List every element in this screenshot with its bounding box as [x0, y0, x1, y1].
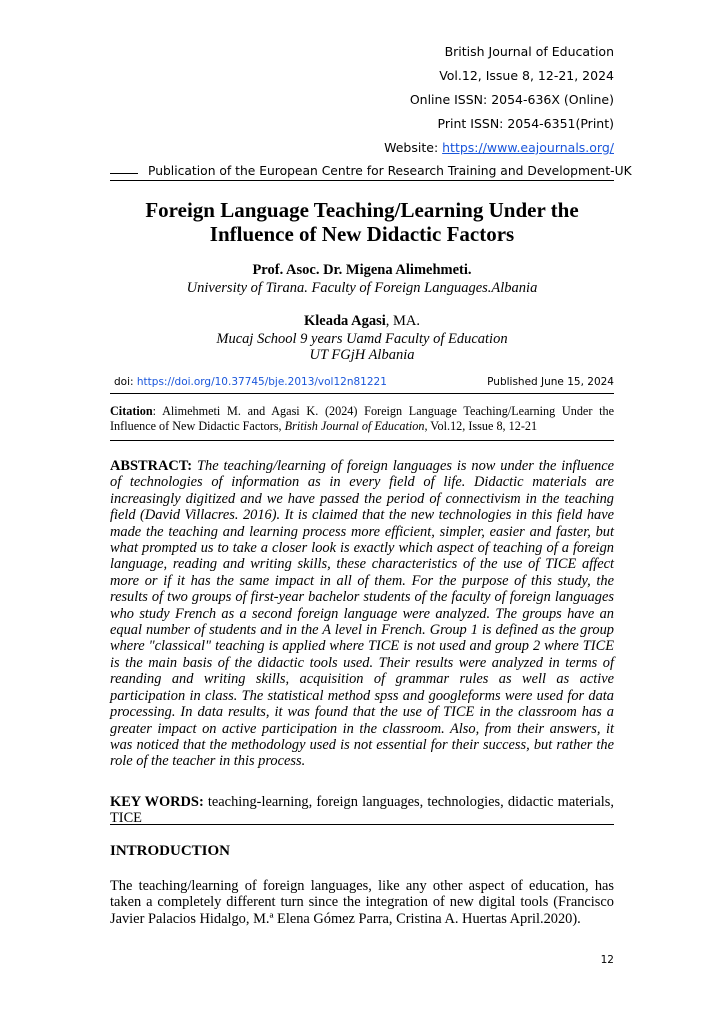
website-label: Website: — [384, 140, 443, 155]
doi-label: doi: — [114, 376, 137, 388]
title-line-1: Foreign Language Teaching/Learning Under the — [145, 198, 579, 222]
intro-heading: INTRODUCTION — [110, 843, 231, 859]
publisher-line: Publication of the European Centre for Research Training and Development-UK — [148, 164, 632, 178]
website-link[interactable]: https://www.eajournals.org/ — [442, 140, 614, 155]
doi-rule — [110, 393, 614, 394]
author-2-affiliation-2: UT FGjH Albania — [309, 347, 415, 363]
citation-text-b: , Vol.12, Issue 8, 12-21 — [424, 419, 538, 433]
author-1-affiliation: University of Tirana. Faculty of Foreign Languages.Albania — [186, 280, 538, 296]
doi-line — [114, 376, 387, 388]
author-2-name: Kleada Agasi — [303, 313, 386, 329]
citation — [110, 404, 614, 434]
print-issn: Print ISSN: 2054-6351(Print) — [437, 116, 614, 131]
keywords-rule — [110, 824, 614, 825]
author-2-affiliation-1: Mucaj School 9 years Uamd Faculty of Education — [216, 331, 508, 347]
abstract-label: ABSTRACT: — [110, 458, 193, 474]
header-rule-left — [110, 173, 138, 174]
header-rule — [110, 180, 614, 181]
keywords-label: KEY WORDS: — [110, 794, 204, 810]
online-issn: Online ISSN: 2054-636X (Online) — [409, 92, 614, 107]
keywords-text: teaching-learning, foreign languages, technologies, didactic materials, TICE — [110, 794, 614, 827]
abstract-text: The teaching/learning of foreign languages is now under the influence of technologies of information as in every field of life. Didactic materials are increasingly digitized and we have passed the period of connectivism in the teaching field (David Villacres. 2016). It is claimed that the new technologies in this field have made the teaching and learning process more efficient, simpler, easier and faster, but what prompted us to take a closer look is exactly which aspect of teaching of a foreign language, reading and writing skills, these characteristics of the use of TICE affect more or if it has the same impact in all of them. For the purpose of this study, the results of two groups of first-year bachelor students of the faculty of foreign languages who study French as a second foreign language were analyzed. The groups have an equal number of students and in the A level in French. Group 1 is defined as the group where "classical" teaching is applied where TICE is not used and group 2 where TICE is the main basis of the didactic tools used. Their results were analyzed in terms of reanding and writing skills, acquisition of grammar rules as well as active participation in class. The statistical method spss and googleforms were used for data processing. In data results, it was found that the use of TICE in the classroom has a greater impact on active participation in the classroom. Also, from their answers, it was noticed that the methodology used is not essential for their success, but rather the role of the teacher in this process. — [110, 458, 614, 770]
citation-text-a: : Alimehmeti M. and Agasi K. (2024) Foreign Language Teaching/Learning Under the Influence of New Didactic Factors, — [110, 404, 614, 433]
citation-rule — [110, 440, 614, 441]
journal-name: British Journal of Education — [444, 44, 614, 59]
intro-paragraph: The teaching/learning of foreign languages, like any other aspect of education, has taken a completely different turn since the integration of new digital tools (Francisco Javier Palacios Hidalgo, M.ª Elena Gómez Parra, Cristina A. Huertas April.2020). — [110, 878, 614, 927]
page-number: 12 — [600, 954, 614, 966]
website-line — [384, 140, 614, 155]
citation-journal: British Journal of Education — [284, 419, 425, 433]
doi-link[interactable]: https://doi.org/10.37745/bje.2013/vol12n81221 — [136, 376, 387, 388]
keywords — [110, 794, 614, 827]
abstract — [110, 458, 614, 770]
journal-volume: Vol.12, Issue 8, 12-21, 2024 — [439, 68, 614, 83]
author-2-degree: , MA. — [385, 313, 421, 329]
published-date: Published June 15, 2024 — [487, 376, 614, 388]
author-1-name: Prof. Asoc. Dr. Migena Alimehmeti. — [252, 262, 472, 278]
author-2-line — [100, 313, 624, 330]
citation-label: Citation — [110, 404, 153, 418]
article-title — [100, 198, 624, 246]
title-line-2: Influence of New Didactic Factors — [209, 222, 515, 246]
